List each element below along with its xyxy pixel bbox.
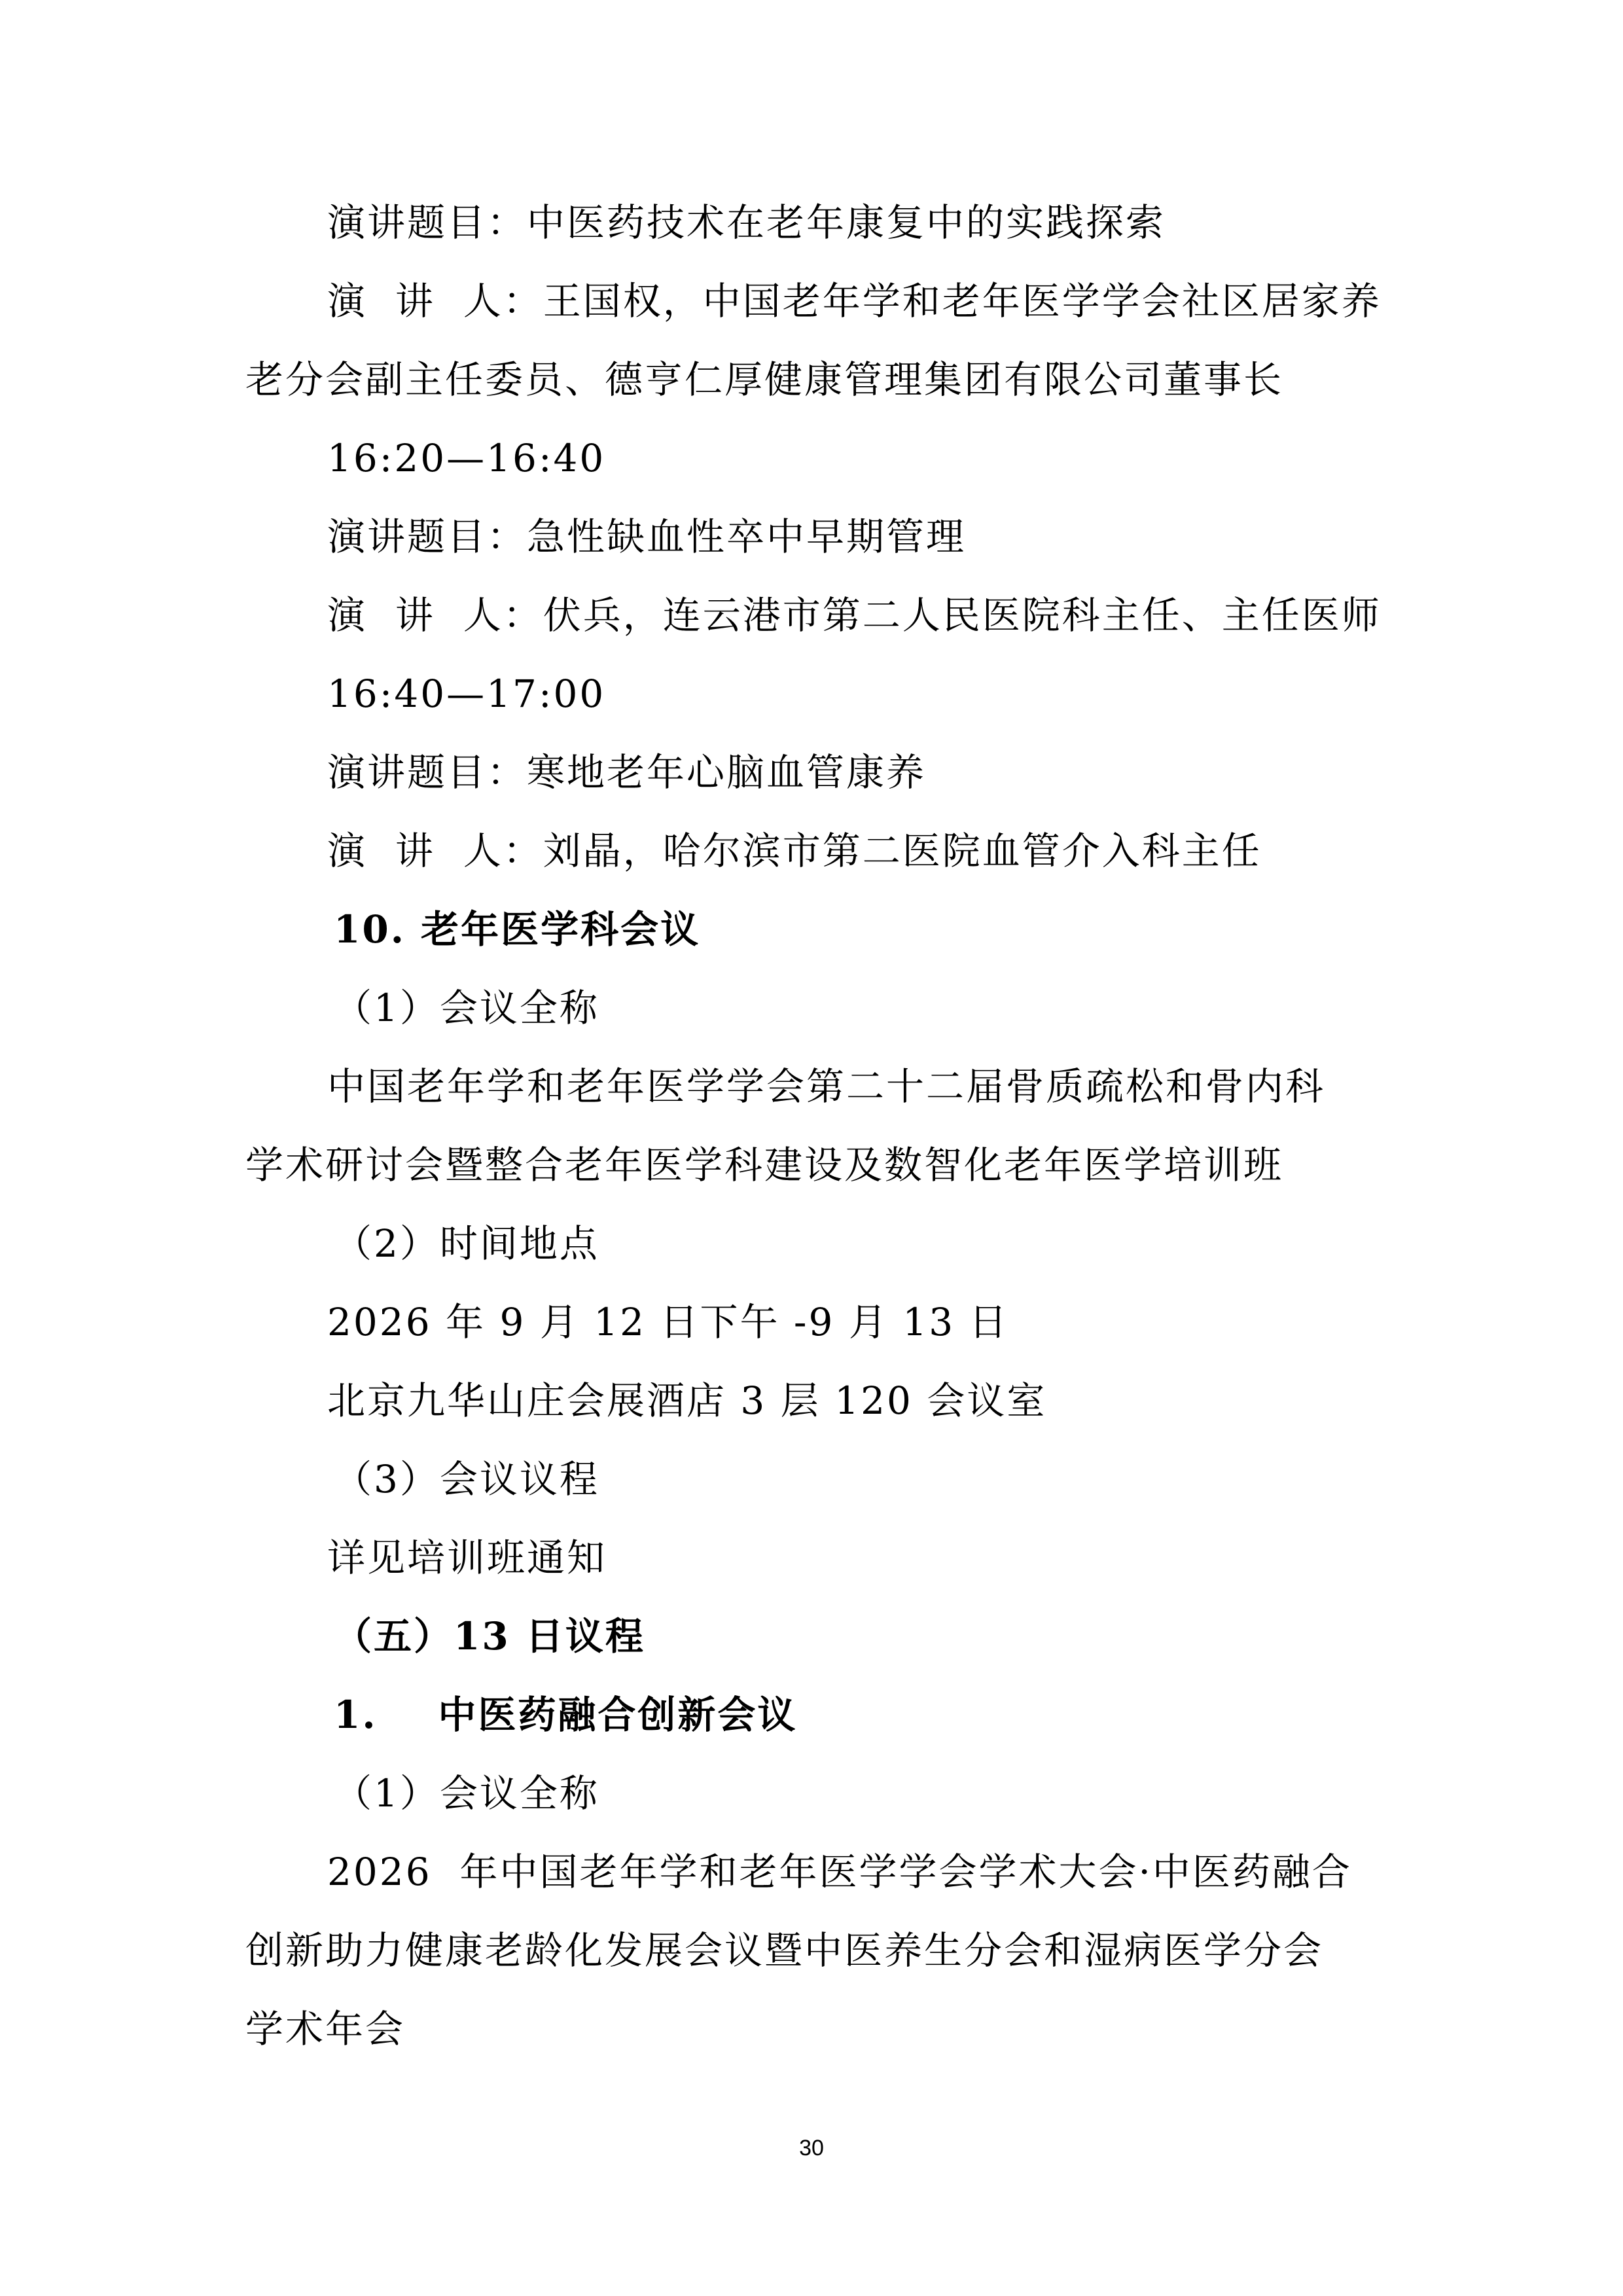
speaker-line: 演 讲 人：刘晶，哈尔滨市第二医院血管介入科主任 <box>327 829 1262 873</box>
section-heading: 10. 老年医学科会议 <box>334 907 701 952</box>
date-line: 2026 年 9 月 12 日下午 -9 月 13 日 <box>327 1300 1009 1344</box>
venue-line: 北京九华山庄会展酒店 3 层 120 会议室 <box>327 1378 1047 1423</box>
speaker-line-continued: 老分会副主任委员、德亨仁厚健康管理集团有限公司董事长 <box>245 357 1284 402</box>
time-slot: 16:40—17:00 <box>327 672 606 716</box>
subsection-heading: （2）时间地点 <box>334 1221 599 1266</box>
time-slot: 16:20—16:40 <box>327 436 606 480</box>
subsection-heading: （1）会议全称 <box>334 986 599 1030</box>
page-number: 30 <box>799 2136 824 2161</box>
subsection-heading: （1）会议全称 <box>334 1771 599 1816</box>
speaker-line: 演 讲 人：王国权，中国老年学和老年医学学会社区居家养 <box>327 279 1382 323</box>
speech-topic-line: 演讲题目：寒地老年心脑血管康养 <box>327 750 927 795</box>
paragraph-line-continued: 创新助力健康老龄化发展会议暨中医养生分会和湿病医学分会 <box>245 1928 1324 1973</box>
paragraph-line-continued: 学术年会 <box>245 2007 406 2051</box>
section-heading: （五）13 日议程 <box>334 1614 645 1659</box>
section-heading: 1. 中医药融合创新会议 <box>334 1693 798 1737</box>
paragraph-line: 2026 年中国老年学和老年医学学会学术大会·中医药融合 <box>327 1850 1352 1894</box>
speaker-line: 演 讲 人：伏兵，连云港市第二人民医院科主任、主任医师 <box>327 593 1382 637</box>
subsection-heading: （3）会议议程 <box>334 1457 599 1501</box>
speech-topic-line: 演讲题目：中医药技术在老年康复中的实践探索 <box>327 200 1166 245</box>
paragraph-line: 详见培训班通知 <box>327 1535 607 1580</box>
paragraph-line: 中国老年学和老年医学学会第二十二届骨质疏松和骨内科 <box>327 1064 1326 1109</box>
speech-topic-line: 演讲题目：急性缺血性卒中早期管理 <box>327 514 967 559</box>
paragraph-line-continued: 学术研讨会暨整合老年医学科建设及数智化老年医学培训班 <box>245 1143 1284 1187</box>
